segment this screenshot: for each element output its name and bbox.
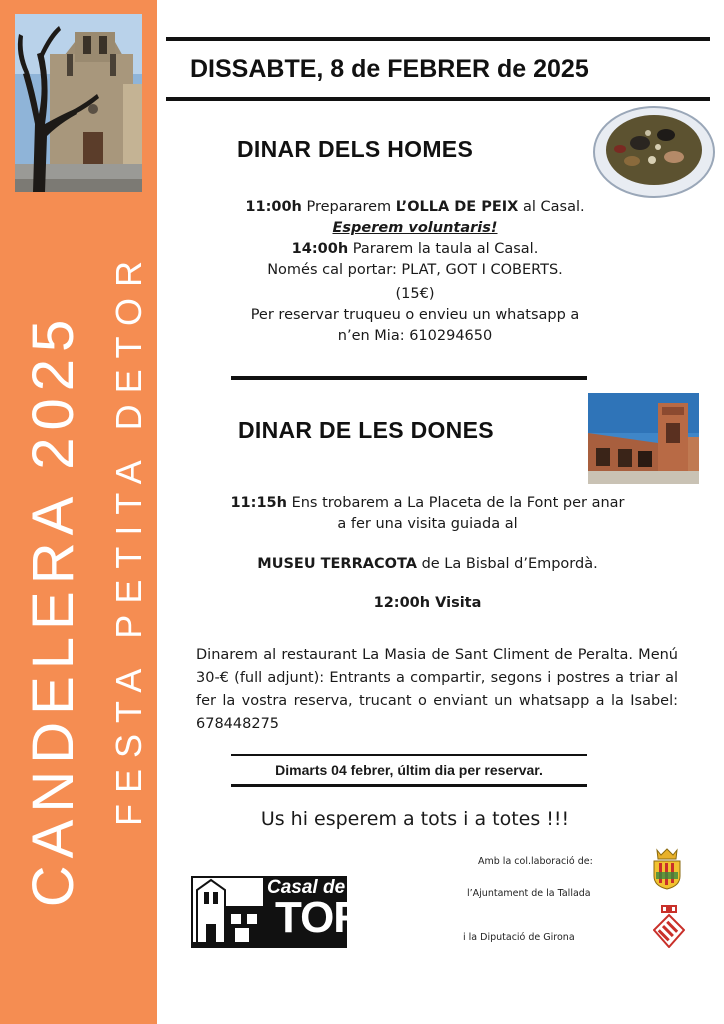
casal-de-tor-logo [191, 876, 365, 948]
stew-photo [592, 105, 716, 200]
men-line-2 [205, 239, 625, 260]
sidebar-band [0, 0, 157, 1024]
tallada-crest-icon [652, 848, 682, 894]
men-line-6: n’en Mia: 610294650 [337, 328, 493, 344]
collab-ajuntament: l’Ajuntament de la Tallada [467, 888, 591, 899]
deadline-rule-bottom [231, 784, 587, 787]
women-museum-line [190, 554, 665, 575]
deadline-notice: Dimarts 04 febrer, últim dia per reservar. [275, 762, 543, 778]
museum-location: de La Bisbal d’Empordà. [421, 556, 598, 572]
women-visit-details [190, 493, 665, 614]
women-visit-time: 12:00h Visita [373, 595, 482, 611]
men-line-2-text: Pararem la taula al Casal. [352, 241, 539, 257]
men-line-1-post: al Casal. [522, 199, 585, 215]
men-time-1: 11:00h [245, 199, 302, 215]
women-lunch-title: DINAR DE LES DONES [238, 417, 494, 443]
women-lunch-paragraph: Dinarem al restaurant La Masia de Sant Climent de Peralta. Menú 30-€ (full adjunt): Entrants a compartir, segons i postres a triar al fer la vostra reserva, trucant o enviant un whatsapp a la Isabel: 678448275 [196, 647, 678, 732]
women-time-1: 11:15h [230, 495, 287, 511]
museum-photo [588, 393, 699, 484]
men-lunch-details [205, 197, 625, 347]
church-photo [15, 14, 142, 192]
deadline-rule-top [231, 754, 587, 756]
women-line-1-text: Ens trobarem a La Placeta de la Font per anar [291, 495, 625, 511]
logo-line-2: TOR [275, 893, 365, 942]
men-line-5: Per reservar truqueu o envieu un whatsapp a [250, 307, 580, 323]
collab-intro: Amb la col.laboració de: [478, 856, 593, 867]
women-line-2: a fer una visita guiada al [337, 516, 518, 532]
date-heading: DISSABTE, 8 de FEBRER de 2025 [190, 55, 589, 83]
sidebar-subtitle: FESTA PETITA DETOR [108, 249, 149, 827]
date-rule [166, 97, 710, 101]
men-line-1-pre: Prepararem [306, 199, 392, 215]
men-dish: L’OLLA DE PEIX [395, 199, 519, 215]
men-price: (15€) [395, 286, 435, 302]
girona-crest-icon [653, 904, 685, 952]
logo-line-1: Casal de [267, 877, 346, 898]
collab-diputacio: i la Diputació de Girona [463, 932, 575, 943]
section-rule [231, 376, 587, 380]
men-line-1 [205, 197, 625, 218]
men-lunch-title: DINAR DELS HOMES [237, 136, 474, 162]
women-line-1 [190, 493, 665, 514]
men-time-2: 14:00h [291, 241, 349, 257]
top-rule [166, 37, 710, 41]
men-volunteers: Esperem voluntaris! [332, 220, 498, 236]
closing-message: Us hi esperem a tots i a totes !!! [260, 808, 570, 830]
museum-name: MUSEU TERRACOTA [257, 556, 417, 572]
sidebar-title: CANDELERA 2025 [21, 312, 86, 908]
men-line-3: Només cal portar: PLAT, GOT I COBERTS. [267, 262, 563, 278]
